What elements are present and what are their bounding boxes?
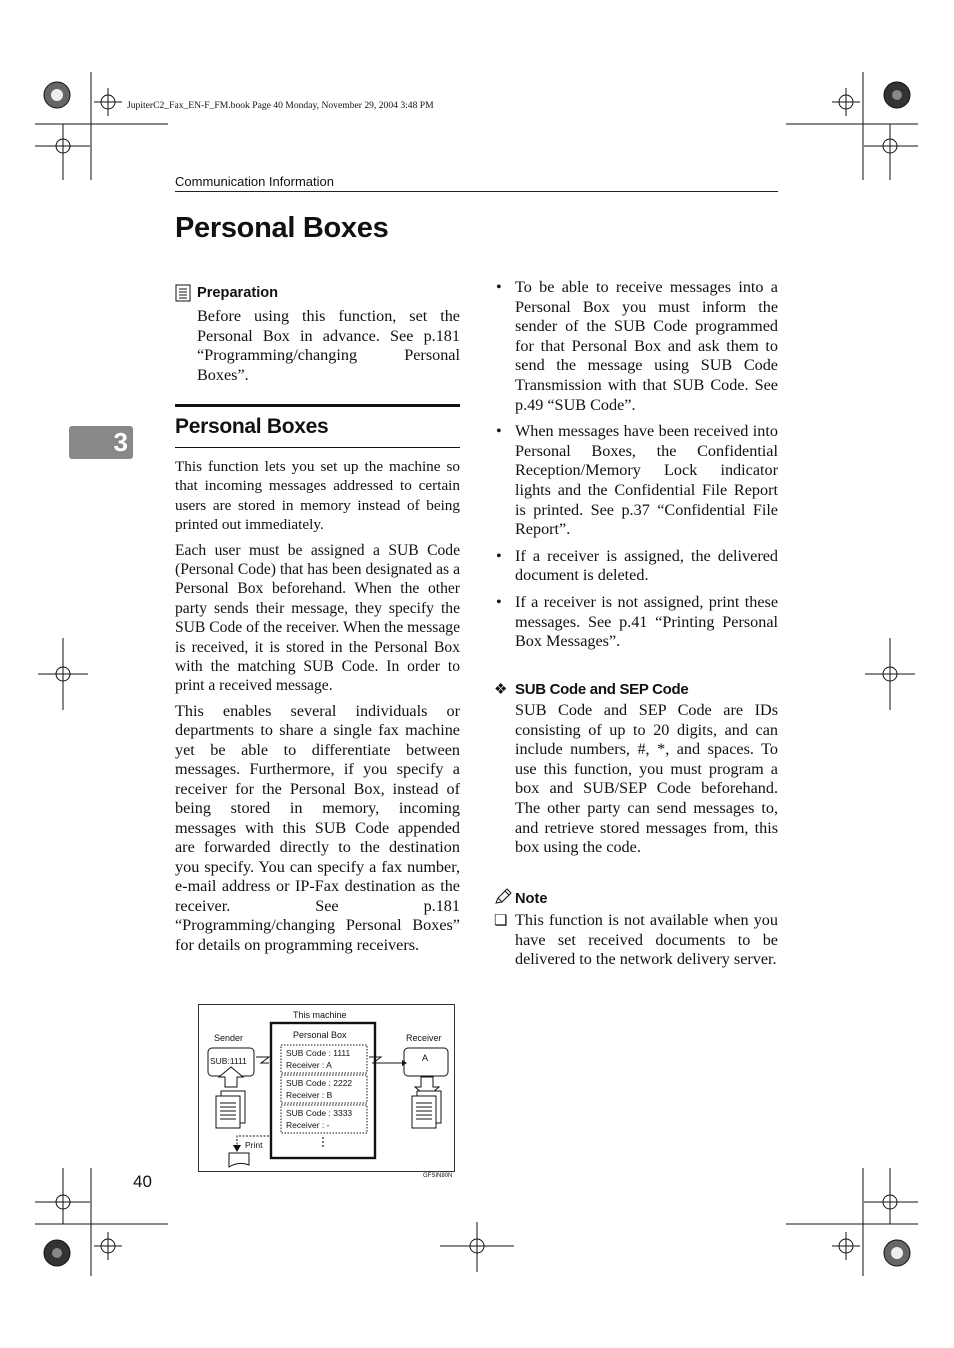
preparation-block — [175, 284, 460, 385]
document-icon — [216, 1091, 245, 1128]
entry-3 — [286, 1108, 352, 1131]
bullet-item — [494, 547, 778, 586]
info-bullet-list — [494, 278, 778, 652]
bullet-text: If a receiver is not assigned, print these messages. See p.41 “Printing Personal Box Messages”. — [515, 592, 778, 651]
sub-sep-text: SUB Code and SEP Code are IDs consisting of up to 20 digits, and can include numbers, #, *, and spaces. To use this function, you must program a box and SUB/SEP Code beforehand. The other party can send messages to, and retrieve stored messages from, this box using the code. — [515, 701, 778, 857]
page-number: 40 — [133, 1172, 152, 1191]
running-header — [175, 174, 778, 192]
preparation-text: Before using this function, set the Personal Box in advance. See p.181 “Programming/changing Personal Boxes”. — [197, 307, 460, 384]
pencil-icon — [494, 888, 512, 906]
right-column — [494, 278, 778, 659]
checkbox-icon: ❏ — [494, 913, 508, 929]
entry-1 — [286, 1048, 350, 1071]
note-block — [494, 888, 778, 970]
bullet-item — [494, 422, 778, 540]
bullet-text: When messages have been received into Personal Boxes, the Confidential Reception/Memory Lock indicator lights and the Confidential File Report is printed. See p.37 “Confidential File Report”. — [515, 422, 778, 539]
bullet-text: To be able to receive messages into a Personal Box you must inform the sender of the SUB Code programmed for that Personal Box and ask them to send the message using SUB Code Transmission with that SUB Code. See p.49 “SUB Code”. — [515, 278, 778, 414]
receiver-label: Receiver — [406, 1033, 442, 1043]
arrow-icon — [256, 1057, 269, 1063]
entry-code: SUB Code : 3333 — [286, 1108, 353, 1118]
personal-box-diagram — [198, 1004, 455, 1179]
entry-receiver: Receiver : - — [286, 1119, 330, 1130]
bullet-item — [494, 593, 778, 652]
entry-2 — [286, 1078, 352, 1101]
chapter-tab — [69, 426, 133, 459]
sender-label: Sender — [214, 1033, 244, 1043]
sub-sep-block — [494, 680, 778, 858]
section-paragraph-3: This enables several individuals or departments to share a single fax machine yet be able to differentiate between messages. Furthermore, if you specify a receiver for the Personal Box, instead of being stored in memory, incoming messages with this SUB Code appended are forwarded directly to the destination you specify. You can specify a fax number, e-mail address or IP-Fax destination as the receiver. See p.181 “Programming/changing Personal Boxes” for details on programming receivers. — [175, 701, 460, 954]
section-paragraph-1: This function lets you set up the machine so that incoming messages addressed to certain users are stored in memory instead of being printed out immediately. — [175, 458, 460, 534]
print-label: Print — [245, 1140, 263, 1150]
running-header-text: Communication Information — [175, 174, 334, 189]
print-info: JupiterC2_Fax_EN-F_FM.book Page 40 Monday, November 29, 2004 3:48 PM — [127, 100, 434, 111]
note-text: This function is not available when you have set received documents to be delivered to the network delivery server. — [515, 911, 778, 969]
section-paragraph-2: Each user must be assigned a SUB Code (Personal Code) that has been designated as a Personal Box beforehand. When the other party sends their message, they specify the SUB Code of the receiver. When the message is received, it is stored in the Personal Box with the matching SUB Code. In order to print a received message. — [175, 541, 460, 695]
diamond-icon: ❖ — [494, 682, 508, 698]
section-body — [175, 457, 460, 955]
personal-box-label: Personal Box — [293, 1030, 347, 1040]
entry-code: SUB Code : 2222 — [286, 1078, 353, 1088]
entry-receiver: Receiver : A — [286, 1059, 332, 1070]
bullet-text: If a receiver is assigned, the delivered document is deleted. — [515, 546, 778, 585]
chapter-number: 3 — [113, 427, 128, 457]
section-heading-box — [175, 404, 460, 448]
this-machine-label: This machine — [293, 1010, 347, 1020]
sender-code-label: SUB:1111 — [210, 1056, 247, 1066]
page-title: Personal Boxes — [175, 212, 389, 244]
printout-icon — [229, 1153, 249, 1167]
sub-sep-heading: SUB Code and SEP Code — [515, 681, 689, 698]
bullet-item — [494, 278, 778, 415]
entry-receiver: Receiver : B — [286, 1089, 333, 1100]
receiver-id-label: A — [422, 1053, 429, 1063]
document-icon — [412, 1091, 441, 1128]
entry-code: SUB Code : 1111 — [286, 1048, 351, 1058]
section-heading: Personal Boxes — [175, 415, 329, 438]
registration-disc-icon — [44, 82, 910, 1266]
note-heading: Note — [515, 891, 548, 907]
preparation-heading: Preparation — [197, 285, 279, 301]
note-item — [494, 911, 778, 970]
preparation-icon — [175, 284, 191, 302]
figure-id: GFSIN80N — [423, 1173, 453, 1179]
